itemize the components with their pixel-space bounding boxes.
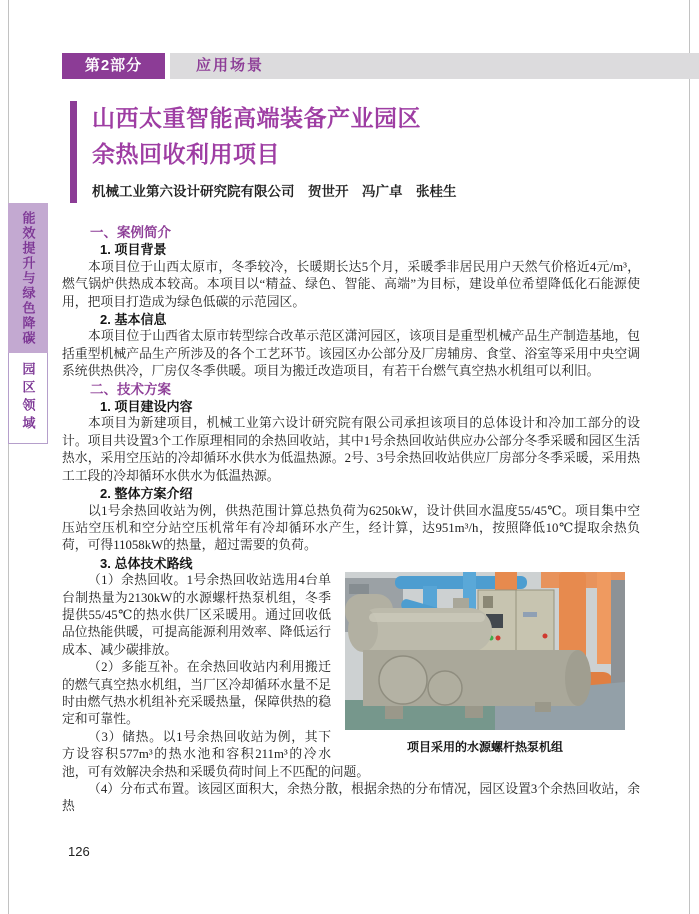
article-title-line1: 山西太重智能高端装备产业园区	[92, 105, 421, 131]
paragraph-basic-info: 本项目位于山西省太原市转型综合改革示范区潇河园区，该项目是重型机械产品生产制造基地，包括重型机械产品生产所涉及的各个工艺环节。该园区办公部分及厂房辅房、食堂、浴室等采用中央空调系统供热供冷，厂房仅冬季供暖。项目为搬迁改造项目，有若干台燃气真空热水机组可以利旧。	[62, 329, 640, 379]
title-accent-rule	[70, 101, 77, 203]
paragraph-construction-content: 本项目为新建项目，机械工业第六设计研究院有限公司承担该项目的总体设计和冷加工部分的设计。项目共设置3个工作原理相同的余热回收站，其中1号余热回收站供应办公部分冬季采暖和园区生活热水，采用空压站的冷却循环水供水为低温热源。2号、3号余热回收站供应厂房部分冬季采暖，采用热工工段的冷却循环水供水为低温热源。	[62, 416, 640, 483]
part-badge: 第2部分	[62, 53, 165, 79]
heading-case-intro: 一、案例简介	[90, 225, 171, 240]
page-number: 126	[68, 844, 90, 859]
article-title	[92, 100, 421, 172]
subheading-construction-content: 1. 项目建设内容	[100, 399, 193, 415]
sidebar-tab-energy-efficiency-label: 能效提升与绿色降碳	[20, 210, 36, 346]
paragraph-route-4-distributed: （4）分布式布置。该园区面积大，余热分散，根据余热的分布情况，园区设置3个余热回收站，余热	[62, 782, 640, 814]
paragraph-overall-plan: 以1号余热回收站为例，供热范围计算总热负荷为6250kW，设计供回水温度55/45℃。项目集中空压站空压机和空分站空压机常年有冷却循环水产生，经计算，达951m³/h，按照降低10℃提取余热负荷，可得11058kW的热量，超过需要的负荷。	[62, 503, 640, 553]
subheading-overall-plan: 2. 整体方案介绍	[100, 486, 193, 502]
subheading-technical-route: 3. 总体技术路线	[100, 555, 193, 571]
heat-pump-photo	[345, 572, 625, 730]
sidebar-tab-park-domain	[8, 353, 48, 444]
heading-technical-plan: 二、技术方案	[90, 381, 171, 397]
subheading-project-background: 1. 项目背景	[100, 242, 167, 258]
section-header-bar	[170, 53, 699, 79]
article-byline: 机械工业第六设计研究院有限公司 贺世开 冯广卓 张桂生	[92, 184, 457, 199]
sidebar-tab-energy-efficiency	[8, 203, 48, 353]
article-title-line2: 余热回收利用项目	[92, 141, 280, 167]
page-border-left	[8, 0, 9, 914]
figure-caption: 项目采用的水源螺杆热泵机组	[406, 740, 563, 755]
paragraph-project-background: 本项目位于山西太原市，冬季较冷，长暖期长达5个月，采暖季非居民用户天然气价格近4元/m³，燃气锅炉供热成本较高。本项目以“精益、绿色、智能、高端”为目标，建设单位希望降低化石能源使用，把项目打造成为绿色低碳的示范园区。	[62, 259, 640, 309]
sidebar-tab-park-domain-label: 园区领域	[20, 362, 36, 434]
article-body	[62, 224, 640, 816]
section-header-label: 应用场景	[196, 57, 265, 74]
subheading-basic-info: 2. 基本信息	[100, 312, 167, 328]
page-border-right	[689, 0, 690, 914]
paragraph-route-3-heat-storage: （3）储热。以1号余热回收站为例，其下方设容积577m³的热水池和容积211m³的冷水池，可有效解决余热和采暖负荷时间上不匹配的问题。	[62, 729, 370, 779]
figure-heat-pump	[345, 572, 625, 756]
paragraph-route-2-multi-energy: （2）多能互补。在余热回收站内利用搬迁的燃气真空热水机组，当厂区冷却循环水量不足时由燃气热水机组补充采暖热量，保障供热的稳定和可靠性。	[62, 660, 331, 727]
paragraph-route-1-heat-recovery: （1）余热回收。1号余热回收站选用4台单台制热量为2130kW的水源螺杆热泵机组，冬季提供55/45℃的热水供厂区采暖用。通过回收低品位热能供暖，可提高能源利用效率、降低运行成本、减少碳排放。	[62, 573, 331, 657]
